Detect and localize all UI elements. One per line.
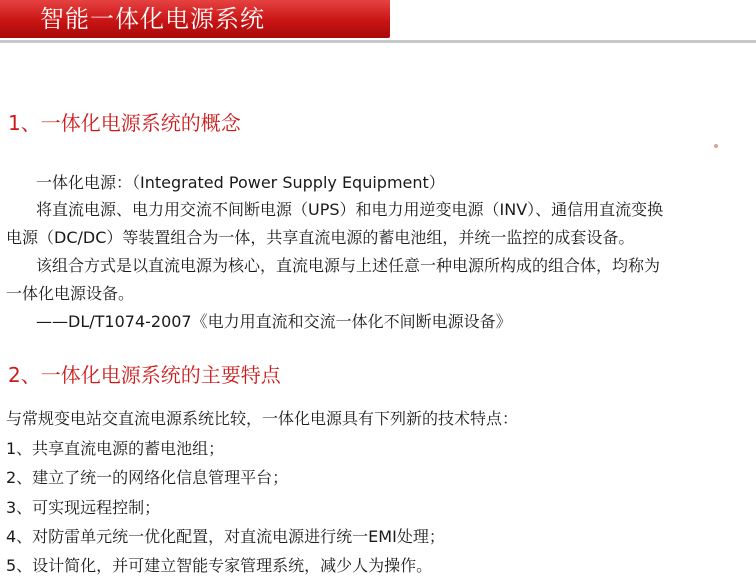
feature-item: 4、对防雷单元统一优化配置，对直流电源进行统一EMI处理； bbox=[6, 527, 445, 546]
feature-item: 2、建立了统一的网络化信息管理平台； bbox=[6, 468, 289, 487]
title-divider bbox=[0, 40, 756, 43]
features-intro: 与常规变电站交直流电源系统比较，一体化电源具有下列新的技术特点： bbox=[6, 409, 519, 428]
citation-line: ——DL/T1074-2007《电力用直流和交流一体化不间断电源设备》 bbox=[36, 312, 512, 331]
paragraph-line: 一体化电源设备。 bbox=[6, 284, 135, 303]
feature-item: 5、设计简化，并可建立智能专家管理系统，减少人为操作。 bbox=[6, 556, 433, 575]
paragraph-line: 将直流电源、电力用交流不间断电源（UPS）和电力用逆变电源（INV）、通信用直流变换 bbox=[36, 200, 664, 219]
page-title: 智能一体化电源系统 bbox=[40, 5, 265, 33]
section-2-heading: 2、一体化电源系统的主要特点 bbox=[8, 363, 281, 387]
title-bar bbox=[0, 0, 390, 38]
decorative-dot bbox=[714, 144, 718, 148]
paragraph-line: 电源（DC/DC）等装置组合为一体，共享直流电源的蓄电池组，并统一监控的成套设备。 bbox=[6, 228, 635, 247]
feature-item: 1、共享直流电源的蓄电池组； bbox=[6, 439, 225, 458]
paragraph-line: 该组合方式是以直流电源为核心，直流电源与上述任意一种电源所构成的组合体，均称为 bbox=[36, 256, 661, 275]
feature-item: 3、可实现远程控制； bbox=[6, 498, 161, 517]
section-1-heading: 1、一体化电源系统的概念 bbox=[8, 111, 241, 135]
definition-line: 一体化电源：（Integrated Power Supply Equipment） bbox=[36, 173, 445, 192]
